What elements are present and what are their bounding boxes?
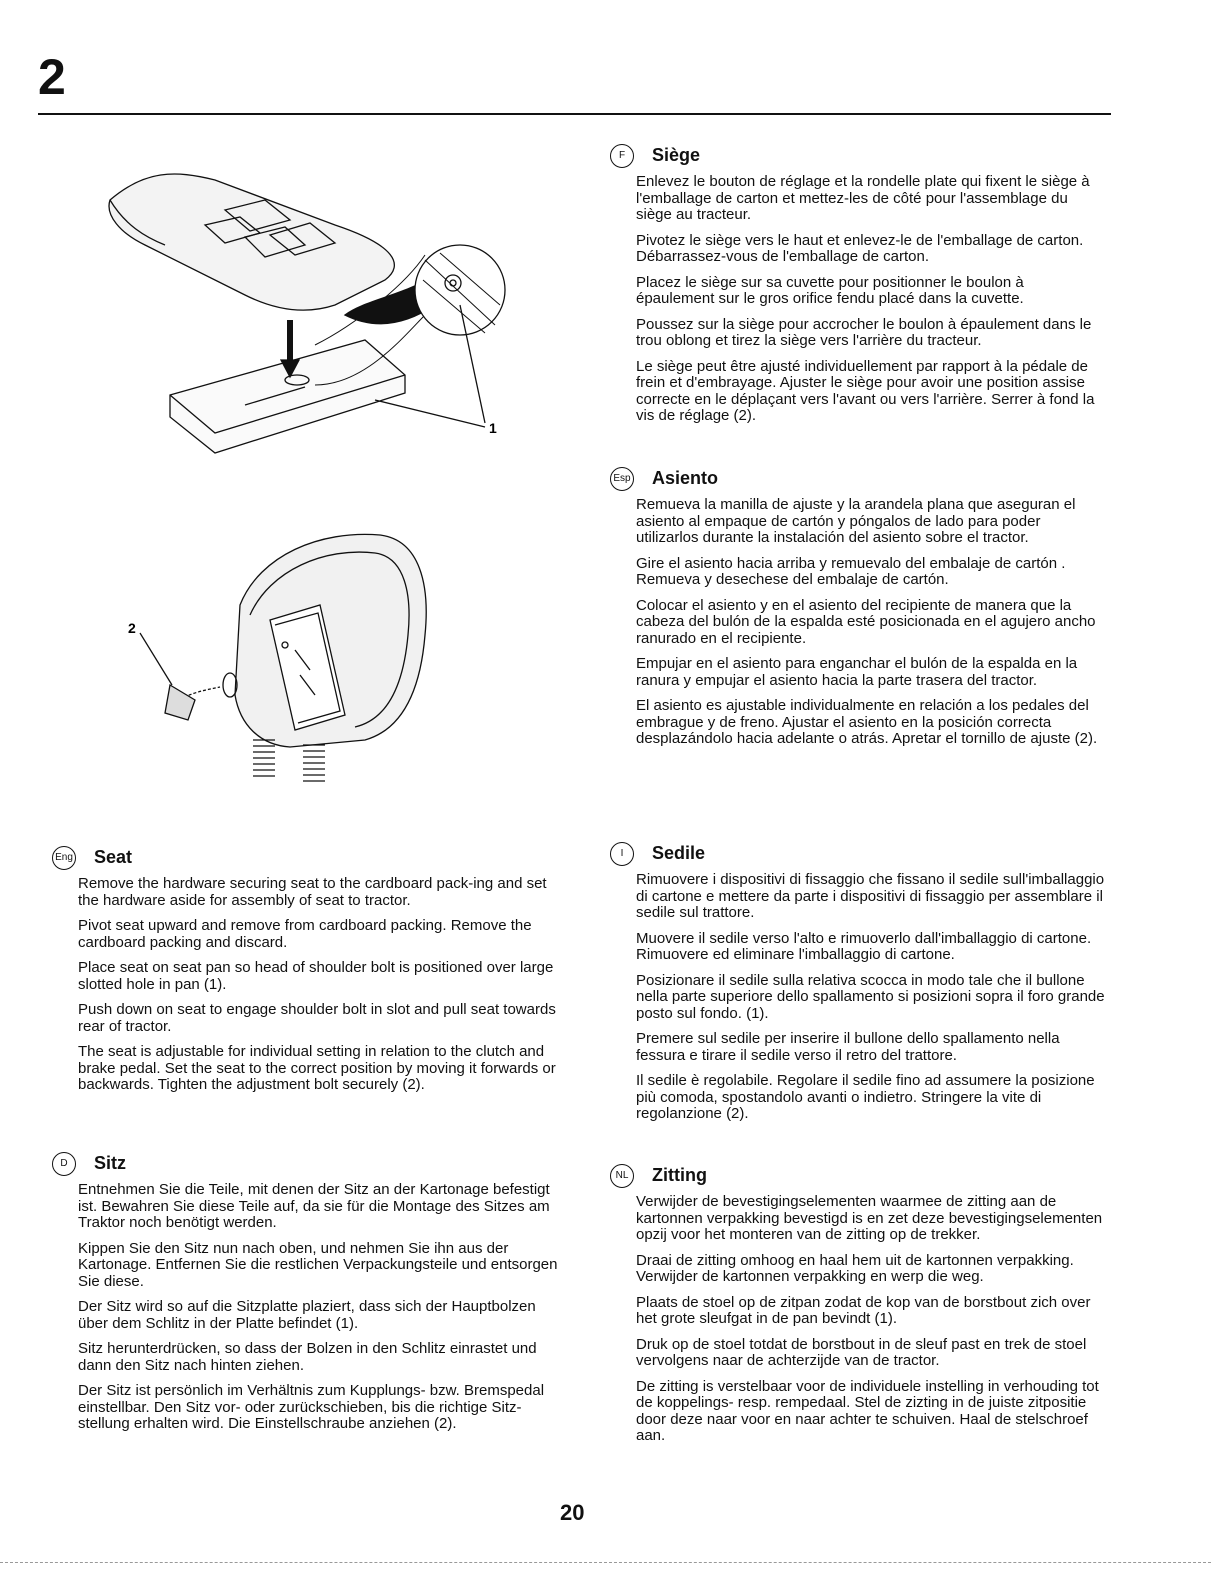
paragraph: Pivotez le siège vers le haut et enlevez-le de l'emballage de carton. Débarrassez-vous de l'emballage de carton. [636, 231, 1084, 265]
section-title: Asiento [652, 468, 719, 488]
section-title: Sitz [94, 1153, 127, 1173]
paragraph: Der Sitz ist persönlich im Verhältnis zum Kupplungs- bzw. Bremspedal einstellbar. Den Sitz vor- oder zurückschieben, bis die richtige Sitz-stellung erhalten wird. Die Einstellschraube anziehen (2). [78, 1382, 545, 1432]
paragraph: Pivot seat upward and remove from cardboard packing. Remove the cardboard packing and discard. [78, 917, 532, 951]
paragraph: Empujar en el asiento para enganchar el bulón de la espalda en la ranura y empujar el asiento hacia la parte trasera del tractor. [636, 655, 1078, 689]
section-title: Sedile [652, 843, 706, 863]
paragraph: Remueva la manilla de ajuste y la arandela plana que aseguran el asiento al empaque de cartón y póngalos de lado para poder utilizarlos durante la instalación del asiento sobre el tractor. [636, 496, 1076, 546]
seat-assembly-illustration [105, 165, 525, 465]
paragraph: Le siège peut être ajusté individuellement par rapport à la pédale de frein et d'embrayage. Ajuster le siège pour avoir une position assise correcte en le déplaçant vers l'avant ou vers l'arrière. Serrer à fond la vis de réglage (2). [636, 357, 1095, 424]
paragraph: The seat is adjustable for individual setting in relation to the clutch and brake pedal. Set the seat to the correct position by moving it forwards or backwards. Tighten the adjustment bolt securely (2). [78, 1043, 556, 1093]
paragraph: Verwijder de bevestigingselementen waarmee de zitting aan de kartonnen verpakking bevestigd is en zet deze bevestigingselementen opzij voor het monteren van de zitting op de trekker. [636, 1193, 1103, 1243]
paragraph: Kippen Sie den Sitz nun nach oben, und nehmen Sie ihn aus der Kartonage. Entfernen Sie die restlichen Verpackungsteile und entsorgen Sie diese. [78, 1239, 558, 1290]
paragraph: Poussez sur la siège pour accrocher le boulon à épaulement dans le trou oblong et tirez la siège vers l'arrière du tracteur. [636, 315, 1092, 349]
language-badge-eng: Eng [52, 846, 76, 870]
language-badge-esp: Esp [610, 467, 634, 491]
section-title: Siège [652, 145, 701, 165]
language-badge-i: I [610, 842, 634, 866]
page-number: 20 [560, 1500, 585, 1525]
scan-edge [0, 1562, 1211, 1564]
section-zitting-dutch [615, 1164, 1106, 1454]
paragraph: Placez le siège sur sa cuvette pour positionner le boulon à épaulement sur le gros orifice fendu placé dans la cuvette. [636, 273, 1024, 307]
section-seat-english [55, 846, 558, 1103]
paragraph: Premere sul sedile per inserire il bullone dello spallamento nella fessura e tirare il sedile verso il retro del trattore. [636, 1030, 1060, 1064]
paragraph: Druk op de stoel totdat de borstbout in de sleuf past en trek de stoel vervolgens naar de achterzijde van de tractor. [636, 1335, 1087, 1369]
paragraph: Der Sitz wird so auf die Sitzplatte plaziert, dass sich der Hauptbolzen über dem Schlitz in der Platte befindet (1). [78, 1298, 536, 1332]
callout-2: 2 [128, 620, 136, 636]
paragraph: Entnehmen Sie die Teile, mit denen der Sitz an der Kartonage befestigt ist. Bewahren Sie diese Teile auf, da sie für die Montage des Sitzes am Traktor noch benötigt werden. [78, 1181, 550, 1231]
paragraph: Sitz herunterdrücken, so dass der Bolzen in den Schlitz einrastet und dann den Sitz nach hinten ziehen. [78, 1340, 537, 1374]
seat-adjustment-illustration [120, 525, 440, 795]
section-sitz-german [60, 1152, 558, 1442]
header-rule [38, 113, 1111, 115]
paragraph: Plaats de stoel op de zitpan zodat de kop van de borstbout zich over het grote sleufgat in de pan bevindt (1). [636, 1293, 1091, 1327]
paragraph: Push down on seat to engage shoulder bolt in slot and pull seat towards rear of tractor. [78, 1001, 556, 1035]
paragraph: Muovere il sedile verso l'alto e rimuoverlo dall'imballaggio di cartone. Rimuovere ed eliminare l'imballaggio di cartone. [636, 929, 1092, 963]
paragraph: Il sedile è regolabile. Regolare il sedile fino ad assumere la posizione più comoda, spostandolo avanti o indietro. Stringere la vite di regolanzione (2). [636, 1072, 1095, 1122]
section-asiento-spanish [613, 467, 1106, 757]
paragraph: Place seat on seat pan so head of shoulder bolt is positioned over large slotted hole in pan (1). [78, 959, 554, 993]
paragraph: Posizionare il sedile sulla relativa scocca in modo tale che il bullone nella parte superiore dello spallamento si posizioni sopra il foro grande posto sul fondo. (1). [636, 971, 1105, 1022]
language-badge-d: D [52, 1152, 76, 1176]
language-badge-f: F [610, 144, 634, 168]
paragraph: El asiento es ajustable individualmente en relación a los pedales del embrague y de freno. Ajustar el asiento en la posición correcta desplazándolo hacia adelante o atrás. Apretar el tornillo de ajuste (2). [636, 697, 1098, 747]
chapter-number: 2 [38, 49, 66, 105]
paragraph: Rimuovere i dispositivi di fissaggio che fissano il sedile sull'imballaggio di cartone e mettere da parte i dispositivi di fissaggio per assemblare il sedile sul trattore. [636, 871, 1105, 921]
paragraph: Gire el asiento hacia arriba y remuevalo del embalaje de cartón . Remueva y desechese del embalaje de cartón. [636, 554, 1066, 588]
language-badge-nl: NL [610, 1164, 634, 1188]
callout-1: 1 [489, 420, 497, 436]
section-title: Zitting [652, 1165, 707, 1185]
section-title: Seat [94, 847, 133, 867]
paragraph: Remove the hardware securing seat to the cardboard pack-ing and set the hardware aside for assembly of seat to tractor. [78, 875, 547, 909]
paragraph: De zitting is verstelbaar voor de individuele instelling in verhouding tot de koppelings- resp. rempedaal. Stel de zizting in de juiste zitpositie door deze naar voor en naar achter te schuiven. Haal de stelschroef aan. [636, 1377, 1099, 1444]
paragraph: Enlevez le bouton de réglage et la rondelle plate qui fixent le siège à l'emballage de carton et mettez-les de côté pour l'assemblage du siège au tracteur. [636, 173, 1090, 223]
section-sedile-italian [620, 842, 1106, 1132]
paragraph: Colocar el asiento y en el asiento del recipiente de manera que la cabeza del bulón de la espalda esté posicionada en el agujero ancho ranurado en el recipiente. [636, 596, 1096, 647]
paragraph: Draai de zitting omhoog en haal hem uit de kartonnen verpakking. Verwijder de kartonnen verpakking en werp die weg. [636, 1251, 1074, 1285]
section-siege-french [618, 144, 1106, 434]
